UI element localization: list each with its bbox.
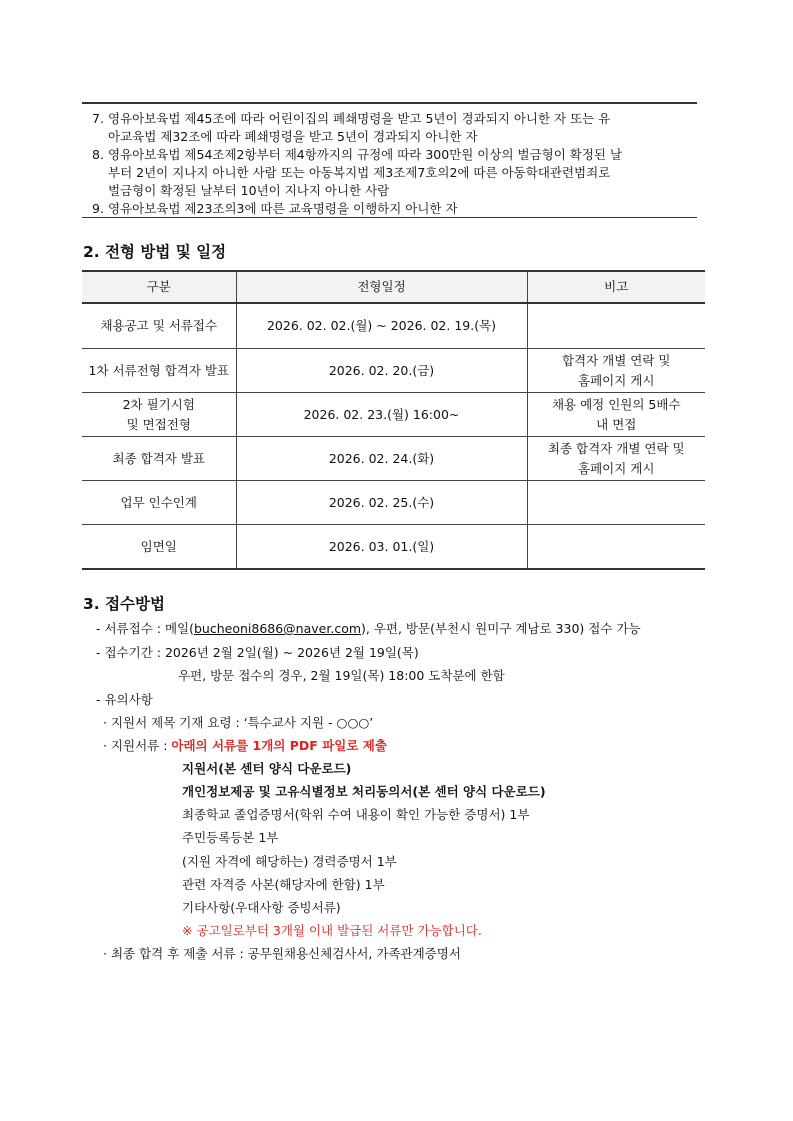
date-cell: 2026. 03. 01.(일) [236, 525, 527, 570]
schedule-table [82, 270, 705, 570]
section-title: 3. 접수방법 [83, 595, 165, 613]
note-cell [527, 303, 705, 349]
column-header: 비고 [527, 271, 705, 303]
date-cell: 2026. 02. 20.(금) [236, 349, 527, 393]
table-row [82, 349, 705, 393]
list-item: 지원서(본 센터 양식 다운로드) [182, 761, 352, 776]
stage-cell: 업무 인수인계 [82, 481, 236, 525]
date-cell: 2026. 02. 25.(수) [236, 481, 527, 525]
stage-cell: 채용공고 및 서류접수 [82, 303, 236, 349]
table-header-row [82, 271, 705, 303]
date-cell: 2026. 02. 02.(월) ~ 2026. 02. 19.(목) [236, 303, 527, 349]
note-cell [527, 525, 705, 570]
documents-warning: ※ 공고일로부터 3개월 이내 발급된 서류만 가능합니다. [182, 923, 482, 938]
final-documents-line: · 최종 합격 후 제출 서류 : 공무원채용신체검사서, 가족관계증명서 [103, 946, 461, 961]
stage-cell: 최종 합격자 발표 [82, 437, 236, 481]
stage-cell: 1차 서류전형 합격자 발표 [82, 349, 236, 393]
receipt-method-line: - 서류접수 : 메일(bucheoni8686@naver.com), 우편, 방문(부천시 원미구 계남로 330) 접수 가능 [96, 621, 641, 636]
email-link[interactable]: bucheoni8686@naver.com [193, 621, 362, 636]
list-item: 관련 자격증 사본(해당자에 한함) 1부 [182, 877, 385, 892]
table-row [82, 525, 705, 570]
date-cell: 2026. 02. 23.(월) 16:00~ [236, 393, 527, 437]
table-row [82, 437, 705, 481]
stage-cell: 2차 필기시험 및 면접전형 [82, 393, 236, 437]
list-item: 주민등록등본 1부 [182, 830, 279, 845]
documents-line: · 지원서류 : 아래의 서류를 1개의 PDF 파일로 제출 [103, 738, 387, 753]
date-cell: 2026. 02. 24.(화) [236, 437, 527, 481]
section-title: 2. 전형 방법 및 일정 [83, 243, 227, 261]
list-item: 기타사항(우대사항 증빙서류) [182, 900, 341, 915]
receipt-period-note: 우편, 방문 접수의 경우, 2월 19일(목) 18:00 도착분에 한함 [178, 668, 505, 683]
table-row [82, 481, 705, 525]
list-item: 최종학교 졸업증명서(학위 수여 내용이 확인 가능한 증명서) 1부 [182, 807, 530, 822]
column-header: 전형일정 [236, 271, 527, 303]
table-row [82, 303, 705, 349]
stage-cell: 임면일 [82, 525, 236, 570]
note-cell: 합격자 개별 연락 및 홈페이지 게시 [527, 349, 705, 393]
list-item: (지원 자격에 해당하는) 경력증명서 1부 [182, 854, 397, 869]
note-cell: 최종 합격자 개별 연락 및 홈페이지 게시 [527, 437, 705, 481]
documents-highlight: 아래의 서류를 1개의 PDF 파일로 제출 [171, 738, 387, 753]
disqualification-list: 7. 영유아보육법 제45조에 따라 어린이집의 폐쇄명령을 받고 5년이 경과되지 아니한 자 또는 유 아교육법 제32조에 따라 폐쇄명령을 받고 5년이 경과되지 아니한 자 8. 영유아보육법 제54조제2항부터 제4항까지의 규정에 따라 300만원 이상의 벌금형이 확정된 날 부터 2년이 지나지 아니한 사람 또는 아동복지법 제3조제7호의2에 따른 아동학대관련범죄로 벌금형이 확정된 날부터 10년이 지나지 아니한 사람 9. 영유아보육법 제23조의3에 따른 교육명령을 이행하지 아니한 자 [82, 102, 697, 218]
column-header: 구분 [82, 271, 236, 303]
subject-format-line: · 지원서 제목 기재 요령 : ‘특수교사 지원 - ○○○’ [103, 715, 374, 730]
receipt-period-line: - 접수기간 : 2026년 2월 2일(월) ~ 2026년 2월 19일(목) [96, 645, 419, 660]
table-row [82, 393, 705, 437]
list-item: 개인정보제공 및 고유식별정보 처리동의서(본 센터 양식 다운로드) [182, 784, 546, 799]
note-cell [527, 481, 705, 525]
notes-heading: - 유의사항 [96, 692, 153, 707]
note-cell: 채용 예정 인원의 5배수 내 면접 [527, 393, 705, 437]
